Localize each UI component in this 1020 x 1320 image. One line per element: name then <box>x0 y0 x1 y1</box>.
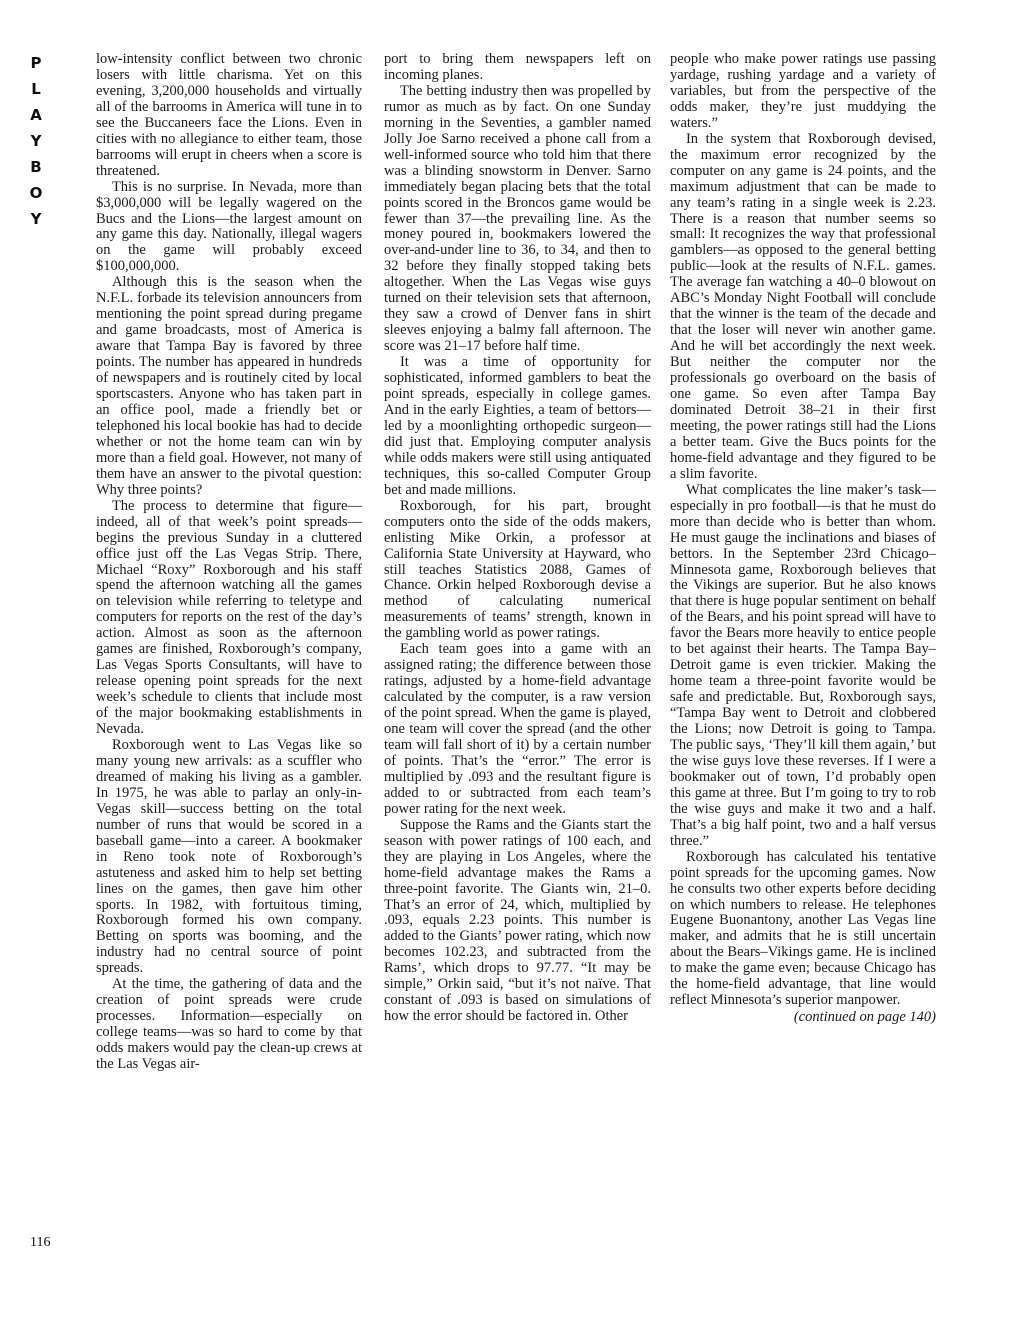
article-column-2 <box>384 52 651 1025</box>
paragraph: The betting industry then was propelled by rumor as much as by fact. On one Sunday morning in the Seventies, a gambler named Jolly Joe Sarno received a phone call from a well-informed source who told him that there was a blinding snowstorm in Denver. Sarno immediately began placing bets that the total points scored in the Broncos game would be fewer than 37—the prevailing line. As the money poured in, bookmakers lowered the over-and-under line to 36, to 34, and then to 32 before they finally stopped taking bets altogether. When the Las Vegas wise guys turned on their television sets that afternoon, they saw a crowd of Denver fans in shirt sleeves enjoying a balmy fall afternoon. The score was 21–17 before half time. <box>384 82 651 355</box>
magazine-masthead <box>26 50 46 232</box>
continued-on-page-note: (continued on page 140) <box>793 1009 936 1026</box>
paragraph: At the time, the gathering of data and the creation of point spreads were crude processes. Information—especially on college teams—was so hard to come by that odds makers would pay the clean-up crews at the Las Vegas air- <box>96 976 362 1073</box>
masthead-letter: Y <box>30 132 42 150</box>
masthead-letter: Y <box>30 210 42 228</box>
paragraph: The process to determine that figure—indeed, all of that week’s point spreads—begins the previous Sunday in a cluttered office just off the Las Vegas Strip. There, Michael “Roxy” Roxborough and his staff spend the afternoon watching all the games on television while referring to teletype and computers for reports on the rest of the day’s action. Almost as soon as the afternoon games are finished, Roxborough’s company, Las Vegas Sports Consultants, will have to release opening point spreads for the next week’s schedule to clients that include most of the major bookmaking establishments in Nevada. <box>96 497 362 738</box>
paragraph: port to bring them newspapers left on incoming planes. <box>384 51 651 83</box>
masthead-letter: B <box>30 158 42 176</box>
paragraph: Suppose the Rams and the Giants start the season with power ratings of 100 each, and they are playing in Los Angeles, where the home-field advantage makes the Rams a three-point favorite. The Giants win, 21–0. That’s an error of 24, which, multiplied by .093, equals 2.23 points. This number is added to the Giants’ power rating, which now becomes 102.23, and subtracted from the Rams’, which drops to 97.77. “It may be simple,” Orkin said, “but it’s not naïve. That constant of .093 is based on simulations of how the error should be factored in. Other <box>384 816 651 1025</box>
article-column-3 <box>670 52 936 1026</box>
article-column-1 <box>96 52 362 1073</box>
masthead-letter: P <box>30 54 42 72</box>
paragraph: In the system that Roxborough devised, the maximum error recognized by the computer on any game is 24 points, and the maximum adjustment that can be made to any team’s rating in a single week is 2.23. There is a reason that number seems so small: It recognizes the way that professional gamblers—as opposed to the general betting public—look at the results of N.F.L. games. The average fan watching a 40–0 blowout on ABC’s Monday Night Football will conclude that the winner is the team of the decade and that the loser will never win another game. And he will bet accordingly the next week. But neither the computer nor the professionals go overboard on the basis of one game. So even after Tampa Bay dominated Detroit 38–21 in their first meeting, the power ratings still had the Lions a better team. Give the Bucs points for the home-field advantage and they figured to be a slim favorite. <box>670 130 936 482</box>
paragraph: This is no surprise. In Nevada, more than $3,000,000 will be legally wagered on the Bucs and the Lions—the largest amount on any game this day. Nationally, illegal wagers on the game will probably exceed $100,000,000. <box>96 178 362 275</box>
masthead-letter: A <box>30 106 42 124</box>
paragraph: Roxborough has calculated his tentative point spreads for the upcoming games. Now he consults two other experts before deciding on which numbers to release. He telephones Eugene Buonantony, another Las Vegas line maker, and admits that he is still uncertain about the Bears–Vikings game. He is inclined to make the game even; because Chicago has the home-field advantage, that line would reflect Minnesota’s superior manpower. <box>670 848 936 1009</box>
paragraph: Although this is the season when the N.F.L. forbade its television announcers from mentioning the point spread during pregame and game broadcasts, most of America is aware that Tampa Bay is favored by three points. The number has appeared in hundreds of newspapers and is routinely cited by local sportscasters. Anyone who has taken part in an office pool, made a friendly bet or telephoned his local bookie has had to decide whether or not the home team can win by more than a field goal. However, not many of them have an answer to the pivotal question: Why three points? <box>96 274 362 498</box>
masthead-letter: L <box>31 80 41 98</box>
masthead-letter: O <box>29 184 43 202</box>
paragraph: low-intensity conflict between two chronic losers with little charisma. Yet on this evening, 3,200,000 households and virtually all of the barrooms in America will tune in to see the Buccaneers face the Lions. Even in cities with no allegiance to either team, those barrooms will erupt in cheers when a score is threatened. <box>96 51 362 179</box>
paragraph: Roxborough, for his part, brought computers onto the side of the odds makers, enlisting Mike Orkin, a professor at California State University at Hayward, who still teaches Statistics 2088, Games of Chance. Orkin helped Roxborough devise a method of calculating numerical measurements of teams’ strength, known in the gambling world as power ratings. <box>384 497 651 642</box>
paragraph: It was a time of opportunity for sophisticated, informed gamblers to beat the point spreads, especially in college games. And in the early Eighties, a team of bettors—led by a moonlighting orthopedic surgeon—did just that. Employing computer analysis while odds makers were still using antiquated techniques, this so-called Computer Group bet and made millions. <box>384 354 651 498</box>
paragraph: Each team goes into a game with an assigned rating; the difference between those ratings, adjusted by a home-field advantage calculated by the computer, is a raw version of the point spread. When the game is played, one team will cover the spread (and the other team will fall short of it) by a certain number of points. That’s the “error.” The error is multiplied by .093 and the resultant figure is added to or subtracted from each team’s power rating for the next week. <box>384 641 651 817</box>
paragraph: What complicates the line maker’s task—especially in pro football—is that he must do more than decide who is better than whom. He must gauge the inclinations and biases of bettors. In the September 23rd Chicago–Minnesota game, Roxborough believes that the Vikings are superior. But he also knows that there is huge popular sentiment on behalf of the Bears, and his point spread will have to favor the Bears more heavily to entice people to bet against their hearts. The Tampa Bay–Detroit game is even trickier. Making the home team a three-point favorite would be safe and predictable. But, Roxborough says, “Tampa Bay went to Detroit and clobbered the Lions; now Detroit is going to Tampa. The public says, ‘They’ll kill them again,’ but the wise guys love these reverses. If I were a bookmaker out of town, I’d probably open this game at three. But I’m going to try to rob the wise guys and make it two and a half. That’s a big half point, two and a half versus three.” <box>670 481 936 849</box>
page-number: 116 <box>30 1235 51 1250</box>
paragraph: people who make power ratings use passing yardage, rushing yardage and a variety of variables, but from the perspective of the odds maker, they’re just muddying the waters.” <box>670 51 936 131</box>
paragraph: Roxborough went to Las Vegas like so many young new arrivals: as a scuffler who dreamed of making his living as a gambler. In 1975, he was able to parlay an only-in-Vegas skill—success betting on the total number of runs that would be scored in a baseball game—into a career. A bookmaker in Reno took note of Roxborough’s astuteness and asked him to help set betting lines on the games, then gave him other sports. In 1982, with fortuitous timing, Roxborough formed his own company. Betting on sports was booming, and the industry had no central source of point spreads. <box>96 736 362 977</box>
